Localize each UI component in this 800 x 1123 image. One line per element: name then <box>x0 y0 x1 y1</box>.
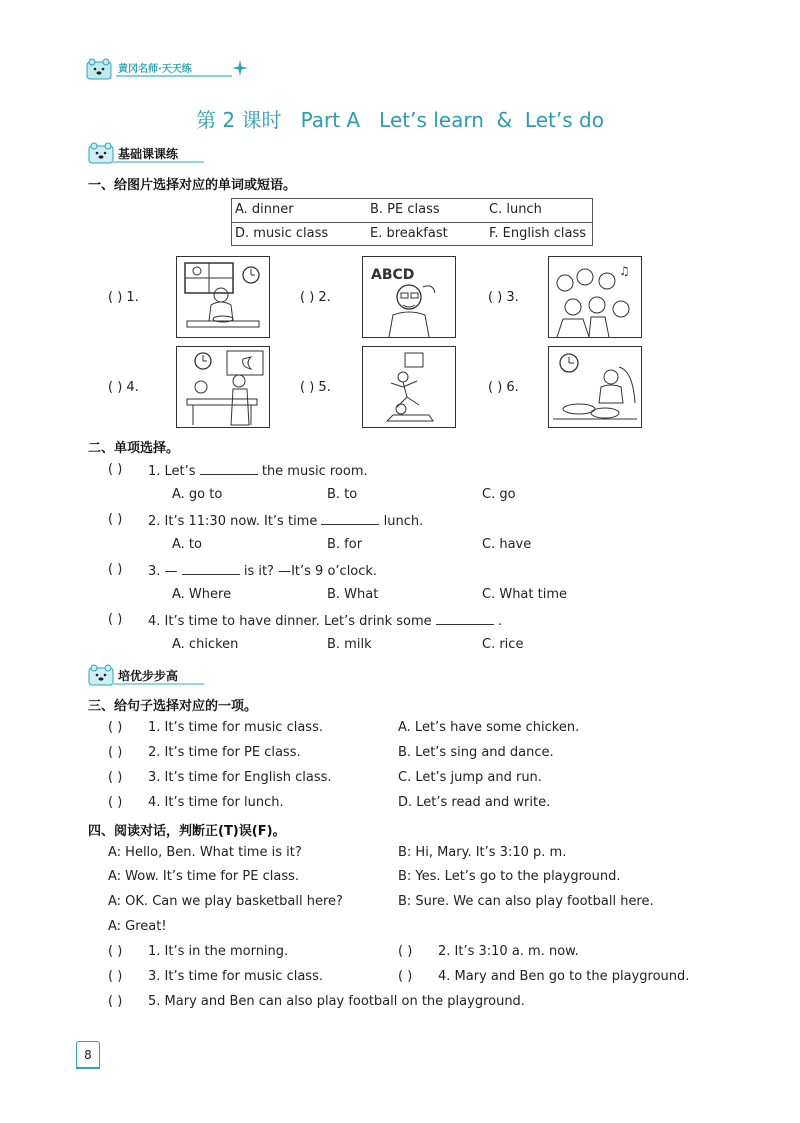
choice-b: B. to <box>327 487 358 502</box>
answer-paren: ( ) <box>398 969 413 984</box>
bear-icon <box>86 58 112 80</box>
choice-b: B. for <box>327 537 363 552</box>
dialogue-line: B: Hi, Mary. It’s 3:10 p. m. <box>398 845 567 860</box>
question-text: . <box>497 614 503 629</box>
choice-a: A. to <box>172 537 202 552</box>
option-f: F. English class <box>489 226 586 241</box>
page-number-accent <box>76 1067 100 1069</box>
question-text: 2. It’s 11:30 now. It’s time <box>148 514 318 529</box>
judge-statement: 2. It’s 3:10 a. m. now. <box>438 944 579 959</box>
picture-item-label: ( ) 4. <box>108 380 139 395</box>
question-text: lunch. <box>383 514 424 529</box>
bear-icon <box>88 142 114 164</box>
choice-c: C. rice <box>482 637 524 652</box>
part1-heading: 一、给图片选择对应的单词或短语。 <box>88 178 297 193</box>
section-underline <box>112 161 204 163</box>
section-badge-advanced <box>88 664 218 686</box>
section-badge-basic <box>88 142 218 164</box>
dialogue-line: B: Sure. We can also play football here. <box>398 894 654 909</box>
section-underline <box>112 683 204 685</box>
question-text: 3. — <box>148 564 178 579</box>
dialogue-line: B: Yes. Let’s go to the playground. <box>398 869 621 884</box>
question-1 <box>148 462 368 479</box>
sparkle-icon <box>232 60 248 76</box>
choice-b: B. milk <box>327 637 372 652</box>
part3-heading: 三、给句子选择对应的一项。 <box>88 699 258 714</box>
dialogue-line: A: Great! <box>108 919 167 934</box>
option-a: A. dinner <box>235 202 294 217</box>
dialogue-line: A: Hello, Ben. What time is it? <box>108 845 302 860</box>
option-c: C. lunch <box>489 202 542 217</box>
answer-paren: ( ) <box>108 612 123 627</box>
picture-item-label: ( ) 2. <box>300 290 331 305</box>
part2-heading: 二、单项选择。 <box>88 441 180 456</box>
fill-blank[interactable] <box>321 512 379 525</box>
answer-paren: ( ) <box>108 512 123 527</box>
picture-lunch <box>548 346 642 428</box>
choice-a: A. go to <box>172 487 223 502</box>
svg-text:♫: ♫ <box>619 264 630 278</box>
brand-text: 黄冈名师·天天练 <box>118 64 192 75</box>
judge-statement: 5. Mary and Ben can also play football on the playground. <box>148 994 525 1009</box>
question-2 <box>148 512 423 529</box>
sentence-left: 2. It’s time for PE class. <box>148 745 301 760</box>
option-b: B. PE class <box>370 202 440 217</box>
choice-a: A. chicken <box>172 637 239 652</box>
options-row <box>232 222 592 245</box>
picture-item-label: ( ) 5. <box>300 380 331 395</box>
dialogue-line: A: OK. Can we play basketball here? <box>108 894 343 909</box>
sentence-left: 4. It’s time for lunch. <box>148 795 284 810</box>
question-text: 1. Let’s <box>148 464 196 479</box>
picture-music-class <box>548 256 642 338</box>
sentence-right: D. Let’s read and write. <box>398 795 551 810</box>
fill-blank[interactable] <box>200 462 258 475</box>
option-e: E. breakfast <box>370 226 448 241</box>
picture-dinner <box>176 346 270 428</box>
answer-paren: ( ) <box>108 562 123 577</box>
answer-paren: ( ) <box>108 770 123 785</box>
fill-blank[interactable] <box>182 562 240 575</box>
picture-english-class <box>362 256 456 338</box>
picture-pe-class <box>362 346 456 428</box>
fill-blank[interactable] <box>436 612 494 625</box>
dialogue-line: A: Wow. It’s time for PE class. <box>108 869 299 884</box>
choice-b: B. What <box>327 587 379 602</box>
lesson-title: 第 2 课时 Part A Let’s learn & Let’s do <box>196 108 604 132</box>
section-label: 基础课课练 <box>118 147 179 161</box>
question-4 <box>148 612 502 629</box>
picture-item-label: ( ) 1. <box>108 290 139 305</box>
answer-paren: ( ) <box>108 720 123 735</box>
sentence-right: C. Let’s jump and run. <box>398 770 542 785</box>
answer-paren: ( ) <box>108 994 123 1009</box>
choice-c: C. have <box>482 537 532 552</box>
sentence-right: A. Let’s have some chicken. <box>398 720 580 735</box>
answer-paren: ( ) <box>108 944 123 959</box>
part4-heading: 四、阅读对话，判断正(T)误(F)。 <box>88 824 286 839</box>
answer-paren: ( ) <box>108 795 123 810</box>
brand-underline <box>116 75 232 77</box>
brand-header <box>86 58 246 80</box>
answer-paren: ( ) <box>108 462 123 477</box>
question-text: the music room. <box>261 464 368 479</box>
choice-a: A. Where <box>172 587 232 602</box>
answer-paren: ( ) <box>398 944 413 959</box>
judge-statement: 1. It’s in the morning. <box>148 944 289 959</box>
judge-statement: 4. Mary and Ben go to the playground. <box>438 969 690 984</box>
sentence-left: 1. It’s time for music class. <box>148 720 323 735</box>
sentence-left: 3. It’s time for English class. <box>148 770 332 785</box>
judge-statement: 3. It’s time for music class. <box>148 969 323 984</box>
answer-paren: ( ) <box>108 969 123 984</box>
choice-c: C. What time <box>482 587 568 602</box>
bear-icon <box>88 664 114 686</box>
svg-text:ABCD: ABCD <box>371 267 415 283</box>
section-label: 培优步步高 <box>118 669 179 683</box>
picture-item-label: ( ) 6. <box>488 380 519 395</box>
question-text: 4. It’s time to have dinner. Let’s drink some <box>148 614 432 629</box>
choice-c: C. go <box>482 487 516 502</box>
sentence-right: B. Let’s sing and dance. <box>398 745 554 760</box>
picture-breakfast <box>176 256 270 338</box>
option-d: D. music class <box>235 226 329 241</box>
page-number: 8 <box>76 1041 100 1069</box>
answer-paren: ( ) <box>108 745 123 760</box>
options-row <box>232 199 592 221</box>
word-options-table <box>231 198 593 246</box>
picture-item-label: ( ) 3. <box>488 290 519 305</box>
question-text: is it? —It’s 9 o’clock. <box>243 564 378 579</box>
question-3 <box>148 562 377 579</box>
